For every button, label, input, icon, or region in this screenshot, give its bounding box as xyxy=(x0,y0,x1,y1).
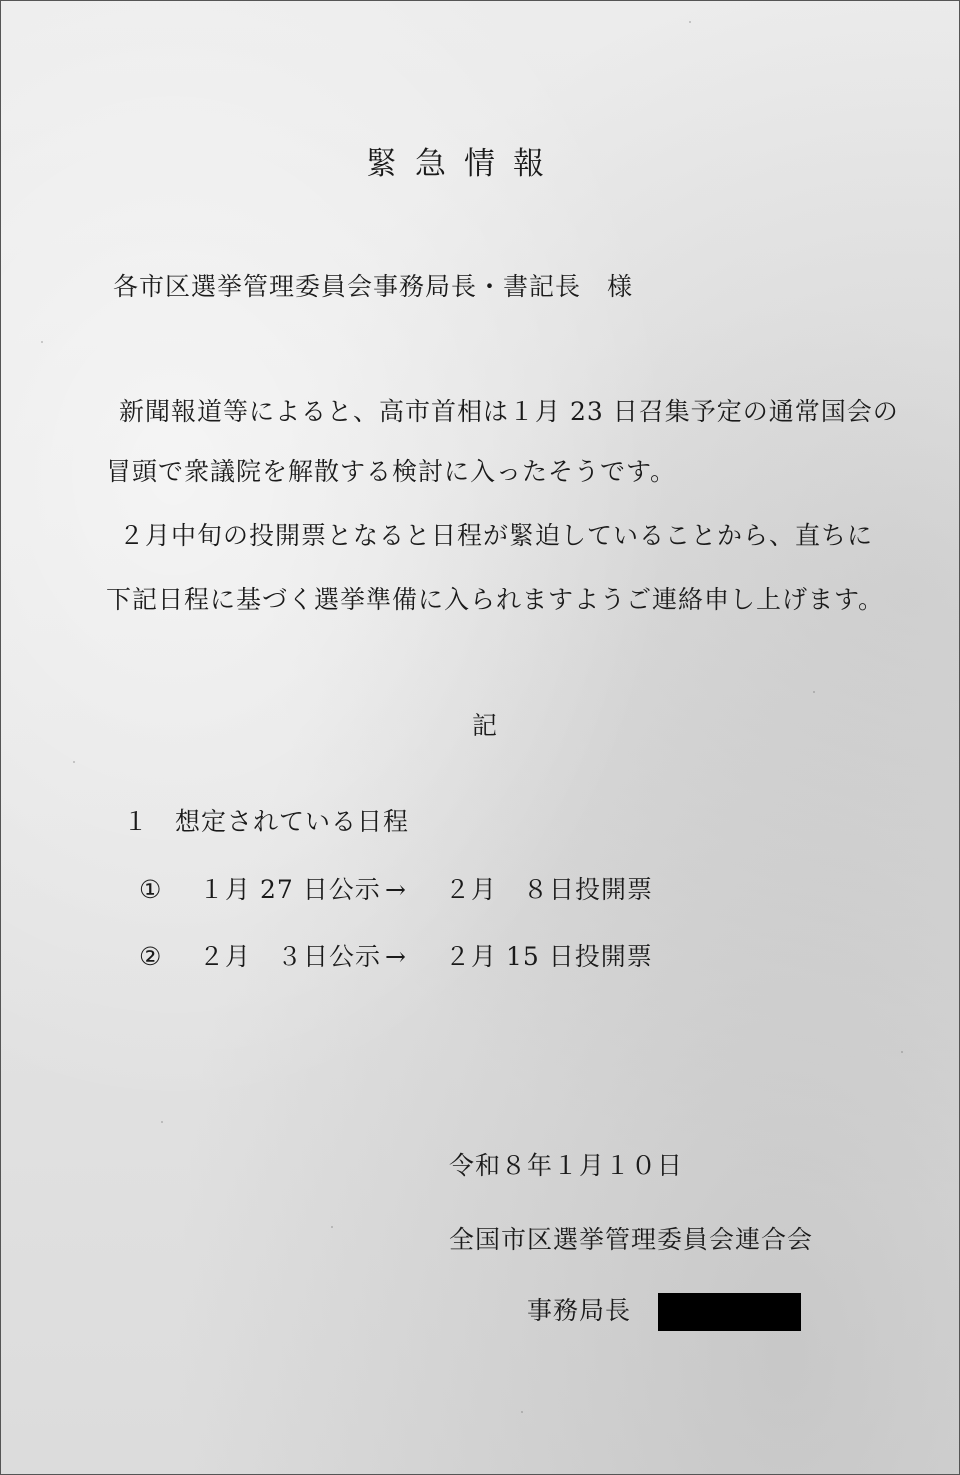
schedule-1-announcement: １月 27 日公示 xyxy=(199,875,381,904)
redacted-name-block xyxy=(658,1293,801,1331)
schedule-2-arrow-icon: → xyxy=(385,942,407,971)
schedule-section-heading: １ 想定されている日程 xyxy=(123,807,410,836)
paper-speck xyxy=(813,691,815,693)
addressee-line: 各市区選挙管理委員会事務局長・書記長 様 xyxy=(113,272,634,301)
paragraph-1-line-1: 新聞報道等によると、高市首相は１月 23 日召集予定の通常国会の xyxy=(119,397,899,426)
paper-speck xyxy=(331,1226,333,1228)
schedule-2-announcement: ２月 ３日公示 xyxy=(199,942,382,971)
schedule-1-arrow-icon: → xyxy=(385,875,407,904)
paper-speck xyxy=(901,1051,903,1053)
schedule-2-marker: ② xyxy=(139,942,163,971)
signer-title: 事務局長 xyxy=(527,1296,632,1325)
ki-heading: 記 xyxy=(472,711,499,740)
paper-speck xyxy=(689,21,691,23)
schedule-1-marker: ① xyxy=(139,875,163,904)
schedule-2-voting-day: ２月 15 日投開票 xyxy=(445,942,653,971)
paper-speck xyxy=(521,1411,523,1413)
paragraph-2-line-1: ２月中旬の投開票となると日程が緊迫していることから、直ちに xyxy=(119,521,874,550)
paragraph-1-line-2: 冒頭で衆議院を解散する検討に入ったそうです。 xyxy=(106,457,677,486)
paper-speck xyxy=(161,1121,163,1123)
paper-speck xyxy=(73,761,75,763)
paragraph-2-line-2: 下記日程に基づく選挙準備に入られますようご連絡申し上げます。 xyxy=(106,585,885,614)
document-title: 緊急情報 xyxy=(366,146,562,182)
schedule-1-voting-day: ２月 ８日投開票 xyxy=(445,875,654,904)
paper-speck xyxy=(41,341,43,343)
issuing-organization: 全国市区選挙管理委員会連合会 xyxy=(449,1225,814,1254)
issue-date: 令和８年１月１０日 xyxy=(449,1151,684,1180)
